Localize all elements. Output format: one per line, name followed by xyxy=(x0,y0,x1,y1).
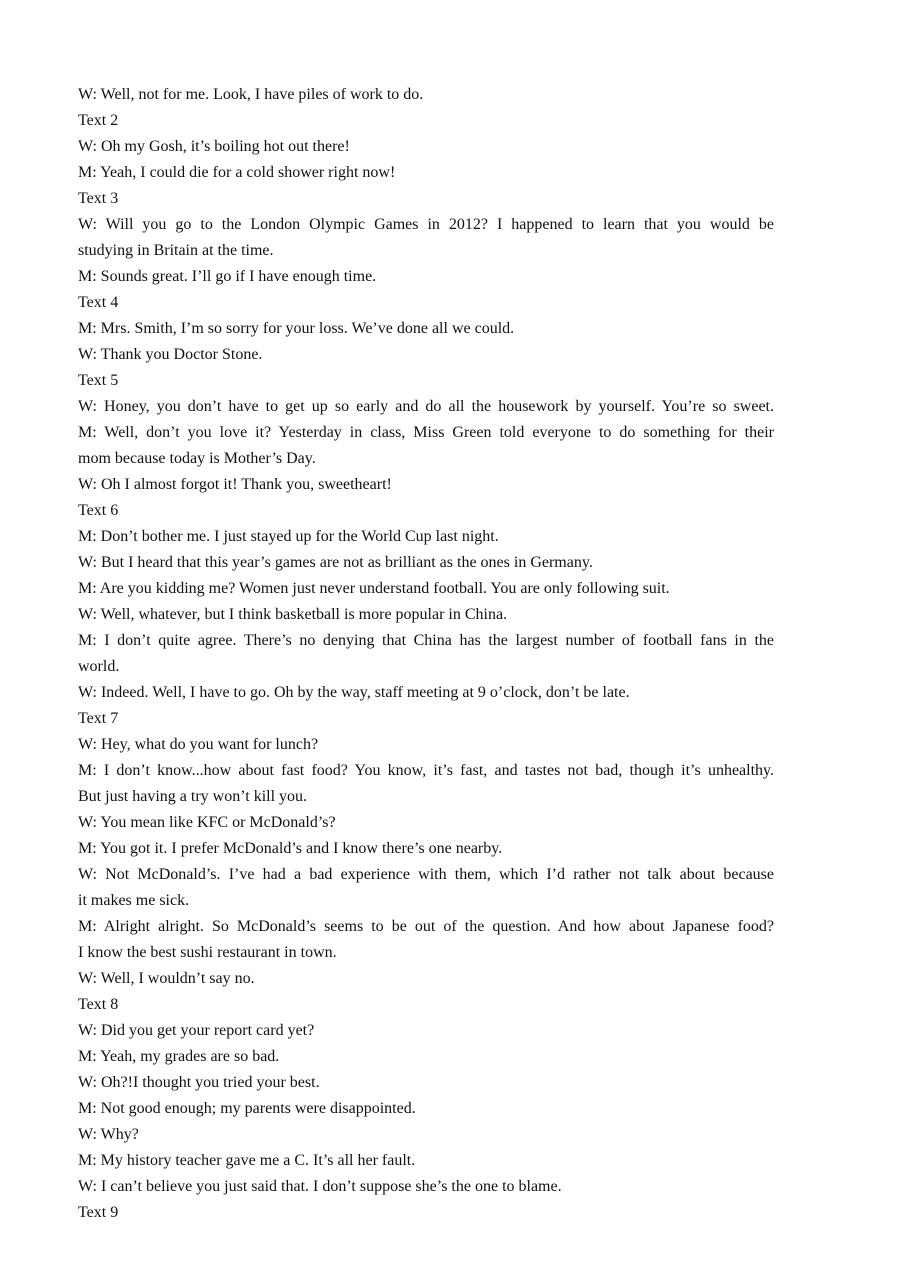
dialogue-line: W: Indeed. Well, I have to go. Oh by the way, staff meeting at 9 o’clock, don’t be late. xyxy=(78,684,630,701)
dialogue-line: W: Oh?!I thought you tried your best. xyxy=(78,1074,320,1091)
dialogue-line: M: I don’t quite agree. There’s no denying that China has the largest number of football fans in the xyxy=(78,632,774,649)
dialogue-line: W: Will you go to the London Olympic Games in 2012? I happened to learn that you would be xyxy=(78,216,774,233)
dialogue-line: M: Mrs. Smith, I’m so sorry for your loss. We’ve done all we could. xyxy=(78,320,515,337)
dialogue-line: M: You got it. I prefer McDonald’s and I know there’s one nearby. xyxy=(78,840,503,857)
dialogue-line: M: Are you kidding me? Women just never understand football. You are only following suit. xyxy=(78,580,670,597)
dialogue-line: W: Not McDonald’s. I’ve had a bad experience with them, which I’d rather not talk about because xyxy=(78,866,774,883)
dialogue-line: I know the best sushi restaurant in town. xyxy=(78,944,337,961)
dialogue-line: M: I don’t know...how about fast food? You know, it’s fast, and tastes not bad, though it’s unhealthy. xyxy=(78,762,774,779)
section-heading: Text 4 xyxy=(78,294,119,311)
dialogue-line: M: Sounds great. I’ll go if I have enough time. xyxy=(78,268,377,285)
dialogue-line: M: My history teacher gave me a C. It’s all her fault. xyxy=(78,1152,416,1169)
dialogue-line: W: Hey, what do you want for lunch? xyxy=(78,736,319,753)
dialogue-line: M: Alright alright. So McDonald’s seems to be out of the question. And how about Japanese food? xyxy=(78,918,774,935)
dialogue-line: M: Don’t bother me. I just stayed up for the World Cup last night. xyxy=(78,528,499,545)
dialogue-line: W: Oh my Gosh, it’s boiling hot out there! xyxy=(78,138,350,155)
dialogue-line: M: Yeah, I could die for a cold shower right now! xyxy=(78,164,396,181)
section-heading: Text 3 xyxy=(78,190,119,207)
section-heading: Text 2 xyxy=(78,112,119,129)
dialogue-line: W: Well, I wouldn’t say no. xyxy=(78,970,255,987)
dialogue-line: M: Yeah, my grades are so bad. xyxy=(78,1048,280,1065)
dialogue-line: W: Well, not for me. Look, I have piles of work to do. xyxy=(78,86,424,103)
dialogue-line: W: Well, whatever, but I think basketball is more popular in China. xyxy=(78,606,508,623)
dialogue-line: W: But I heard that this year’s games are not as brilliant as the ones in Germany. xyxy=(78,554,593,571)
section-heading: Text 5 xyxy=(78,372,119,389)
dialogue-line: W: You mean like KFC or McDonald’s? xyxy=(78,814,336,831)
dialogue-line: W: I can’t believe you just said that. I don’t suppose she’s the one to blame. xyxy=(78,1178,562,1195)
dialogue-line: M: Well, don’t you love it? Yesterday in class, Miss Green told everyone to do something for their xyxy=(78,424,774,441)
dialogue-line: it makes me sick. xyxy=(78,892,190,909)
section-heading: Text 6 xyxy=(78,502,119,519)
dialogue-line: But just having a try won’t kill you. xyxy=(78,788,308,805)
document-page xyxy=(78,82,774,1226)
dialogue-line: studying in Britain at the time. xyxy=(78,242,274,259)
dialogue-line: mom because today is Mother’s Day. xyxy=(78,450,316,467)
dialogue-line: W: Did you get your report card yet? xyxy=(78,1022,315,1039)
section-heading: Text 8 xyxy=(78,996,119,1013)
dialogue-line: M: Not good enough; my parents were disappointed. xyxy=(78,1100,416,1117)
section-heading: Text 9 xyxy=(78,1204,119,1221)
dialogue-line: W: Why? xyxy=(78,1126,139,1143)
dialogue-line: W: Thank you Doctor Stone. xyxy=(78,346,263,363)
dialogue-line: W: Honey, you don’t have to get up so early and do all the housework by yourself. You’re so sweet. xyxy=(78,398,774,415)
dialogue-line: world. xyxy=(78,658,120,675)
dialogue-line: W: Oh I almost forgot it! Thank you, sweetheart! xyxy=(78,476,392,493)
section-heading: Text 7 xyxy=(78,710,119,727)
